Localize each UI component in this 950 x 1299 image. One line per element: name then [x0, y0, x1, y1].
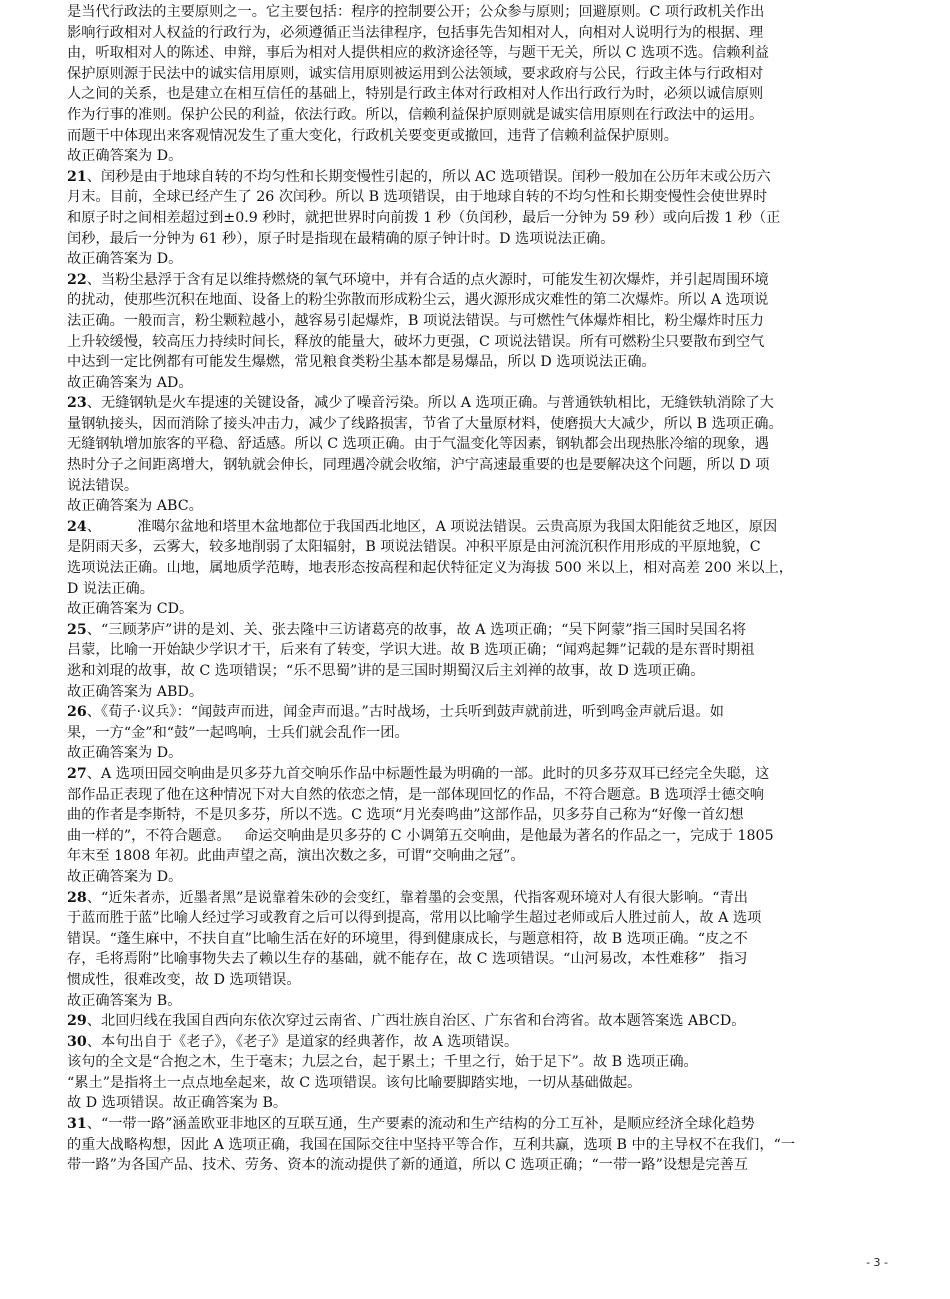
text-line: [67, 64, 885, 85]
text-line: [67, 908, 885, 929]
text-line: [67, 640, 885, 661]
line-text: 存，毛将焉附”比喻事物失去了赖以生存的基础，就不能存在，故 C 选项错误。“山河易改，本性难移” 指习: [67, 951, 748, 968]
line-text: 故正确答案为 ABC。: [67, 498, 203, 515]
question-line: [67, 620, 885, 641]
line-text: 人之间的关系，也是建立在相互信任的基础上，特别是行政主体对行政相对人作出行政行为时，必须以诚信原则: [67, 86, 764, 103]
text-line: [67, 537, 885, 558]
text-line: [67, 867, 885, 888]
line-text: 曲的作者是李斯特，不是贝多芬，所以不选。C 选项“月光奏鸣曲”这部作品，贝多芬自己称为“好像一首幻想: [67, 807, 744, 824]
line-text: 的重大战略构想，因此 A 选项正确，我国在国际交往中坚持平等合作，互利共赢，选项 B 中的主导权不在我们，“一: [67, 1136, 796, 1153]
line-text: 、当粉尘悬浮于含有足以维持燃烧的氧气环境中，并有合适的点火源时，可能发生初次爆炸，并引起周围环境: [86, 271, 769, 288]
text-line: [67, 229, 885, 250]
line-text: 、闰秒是由于地球自转的不均匀性和长期变慢性引起的，所以 AC 选项错误。闰秒一般加在公历年末或公历六: [86, 168, 771, 185]
line-text: 年末至 1808 年初。此曲声望之高，演出次数之多，可谓“交响曲之冠”。: [67, 848, 525, 865]
question-number: 31: [67, 1116, 87, 1133]
line-text: 带一路”为各国产品、技术、劳务、资本的流动提供了新的通道，所以 C 选项正确；“一带一路”设想是完善互: [67, 1157, 749, 1174]
text-line: [67, 332, 885, 353]
line-text: 是当代行政法的主要原则之一。它主要包括：程序的控制要公开；公众参与原则；回避原则。C 项行政机关作出: [67, 4, 765, 20]
text-line: [67, 579, 885, 600]
text-line: [67, 723, 885, 744]
line-text: 逖和刘琨的故事，故 C 选项错误；“乐不思蜀”讲的是三国时期蜀汉后主刘禅的故事，故 D 选项正确。: [67, 663, 705, 679]
line-text: 、无缝钢轨是火车提速的关键设备，减少了噪音污染。所以 A 选项正确。与普通铁轨相比，无缝铁轨消除了大: [86, 395, 774, 412]
text-line: [67, 84, 885, 105]
question-number: 27: [67, 765, 87, 782]
text-line: [67, 496, 885, 517]
question-line: [67, 1011, 885, 1032]
text-line: [67, 846, 885, 867]
text-line: [67, 991, 885, 1012]
line-text: 曲一样的”，不符合题意。 命运交响曲是贝多芬的 C 小调第五交响曲，是他最为著名的作品之一，完成于 1805: [67, 827, 774, 844]
text-line: [67, 2, 885, 23]
text-line: [67, 290, 885, 311]
text-line: [67, 414, 885, 435]
question-number: 28: [67, 889, 87, 906]
text-line: [67, 949, 885, 970]
text-line: [67, 805, 885, 826]
question-line: [67, 167, 885, 188]
text-line: [67, 105, 885, 126]
text-line: [67, 929, 885, 950]
line-text: 于蓝而胜于蓝”比喻人经过学习或教育之后可以得到提高，常用以比喻学生超过老师或后人胜过前人，故 A 选项: [67, 910, 762, 927]
question-number: 21: [67, 168, 87, 185]
line-text: 、 准噶尔盆地和塔里木盆地都位于我国西北地区，A 项说法错误。云贵高原为我国太阳能贫乏地区，原因: [86, 518, 778, 535]
text-line: [67, 23, 885, 44]
text-line: [67, 146, 885, 167]
text-line: [67, 743, 885, 764]
line-text: 该句的全文是“合抱之木，生于毫末；九层之台，起于累土；千里之行，始于足下”。故 B 选项正确。: [67, 1054, 698, 1071]
text-line: [67, 558, 885, 579]
line-text: 闰秒，最后一分钟为 61 秒），原子时是指现在最精确的原子钟计时。D 选项说法正确。: [67, 230, 615, 247]
line-text: 影响行政相对人权益的行政行为，必须遵循正当法律程序，包括事先告知相对人，向相对人说明行为的根据、理: [67, 24, 764, 41]
question-number: 30: [67, 1033, 87, 1050]
text-line: [67, 311, 885, 332]
question-line: [67, 270, 885, 291]
text-line: [67, 249, 885, 270]
line-text: 由，听取相对人的陈述、申辩，事后为相对人提供相应的救济途径等，与题干无关，所以 C 选项不选。信赖利益: [67, 45, 769, 62]
question-line: [67, 1032, 885, 1053]
question-number: 23: [67, 395, 87, 412]
line-text: 月末。目前，全球已经产生了 26 次闰秒。所以 B 选项错误，由于地球自转的不均匀性和长期变慢性会使世界时: [67, 189, 768, 206]
text-line: [67, 1135, 885, 1156]
question-number: 22: [67, 271, 87, 288]
line-text: 而题干中体现出来客观情况发生了重大变化，行政机关要变更或撤回，违背了信赖利益保护原则。: [67, 127, 678, 144]
line-text: 上升较缓慢，较高压力持续时间长，释放的能量大，破坏力更强，C 项说法错误。所有可燃粉尘只要散布到空气: [67, 333, 765, 350]
line-text: 惯成性，很难改变，故 D 选项错误。: [67, 971, 301, 988]
line-text: 保护原则源于民法中的诚实信用原则，诚实信用原则被运用到公法领域，要求政府与公民，行政主体与行政相对: [67, 65, 764, 82]
document-body: [67, 2, 885, 1176]
line-text: “累土”是指将土一点点地垒起来，故 C 选项错误。该句比喻要脚踏实地，一切从基础做起。: [67, 1074, 642, 1091]
line-text: 故 D 选项错误。故正确答案为 B。: [67, 1095, 288, 1112]
line-text: 和原子时之间相差超过到±0.9 秒时，就把世界时向前拨 1 秒（负闰秒，最后一分钟为 59 秒）或向后拨 1 秒（正: [67, 209, 781, 226]
line-text: 故正确答案为 CD。: [67, 601, 194, 618]
text-line: [67, 1052, 885, 1073]
line-text: 中达到一定比例都有可能发生爆燃，常见粮食类粉尘基本都是易爆品，所以 D 选项说法正确。: [67, 354, 656, 371]
text-line: [67, 1093, 885, 1114]
question-line: [67, 393, 885, 414]
text-line: [67, 373, 885, 394]
question-line: [67, 888, 885, 909]
line-text: 选项说法正确。山地，属地质学范畴，地表形态按高程和起伏特征定义为海拔 500 米以上，相对高差 200 米以上，: [67, 560, 793, 577]
line-text: 部作品正表现了他在这种情况下对大自然的依恋之情，是一部体现回忆的作品，不符合题意。B 选项浮士德交响: [67, 786, 764, 803]
text-line: [67, 43, 885, 64]
line-text: 法正确。一般而言，粉尘颗粒越小，越容易引起爆炸，B 项说法错误。与可燃性气体爆炸相比，粉尘爆炸时压力: [67, 312, 764, 329]
text-line: [67, 1073, 885, 1094]
line-text: 故正确答案为 D。: [67, 745, 183, 762]
line-text: 故正确答案为 D。: [67, 868, 183, 885]
question-number: 29: [67, 1013, 87, 1030]
line-text: 故正确答案为 ABD。: [67, 683, 204, 700]
text-line: [67, 476, 885, 497]
line-text: 、“三顾茅庐”讲的是刘、关、张去隆中三访诸葛亮的故事，故 A 选项正确；“吴下阿蒙”指三国时吴国名将: [86, 621, 747, 638]
question-number: 26: [67, 704, 87, 721]
question-line: [67, 702, 885, 723]
line-text: 吕蒙，比喻一开始缺少学识才干，后来有了转变，学识大进。故 B 选项正确；“闻鸡起舞”记载的是东晋时期祖: [67, 642, 755, 659]
text-line: [67, 682, 885, 703]
line-text: 故正确答案为 D。: [67, 148, 183, 165]
text-line: [67, 434, 885, 455]
line-text: 错误。“蓬生麻中，不扶自直”比喻生活在好的环境里，得到健康成长，与题意相符，故 B 选项正确。“皮之不: [67, 930, 748, 947]
text-line: [67, 126, 885, 147]
question-number: 24: [67, 518, 87, 535]
line-text: 的扰动，使那些沉积在地面、设备上的粉尘弥散而形成粉尘云，遇火源形成灾难性的第二次爆炸。所以 A 选项说: [67, 292, 769, 309]
line-text: 故正确答案为 D。: [67, 251, 183, 268]
text-line: [67, 661, 885, 682]
line-text: 无缝钢轨增加旅客的平稳、舒适感。所以 C 选项正确。由于气温变化等因素，钢轨都会出现热胀冷缩的现象，遇: [67, 436, 769, 453]
line-text: 果，一方“金”和“鼓”一起鸣响，士兵们就会乱作一团。: [67, 724, 409, 741]
line-text: 量钢轨接头，因而消除了接头冲击力，减少了线路损害，节省了大量原材料，使磨损大大减少，所以 B 选项正确。: [67, 415, 783, 432]
text-line: [67, 208, 885, 229]
text-line: [67, 970, 885, 991]
question-line: [67, 517, 885, 538]
text-line: [67, 785, 885, 806]
text-line: [67, 599, 885, 620]
text-line: [67, 187, 885, 208]
text-line: [67, 1155, 885, 1176]
line-text: 故正确答案为 B。: [67, 992, 182, 1009]
text-line: [67, 352, 885, 373]
line-text: 、A 选项田园交响曲是贝多芬九首交响乐作品中标题性最为明确的一部。此时的贝多芬双耳已经完全失聪，这: [86, 765, 770, 782]
text-line: [67, 455, 885, 476]
line-text: 、“一带一路”涵盖欧亚非地区的互联互通，生产要素的流动和生产结构的分工互补，是顺应经济全球化趋势: [86, 1116, 755, 1133]
page-number: - 3 -: [866, 1256, 888, 1269]
line-text: 说法错误。: [67, 477, 139, 494]
question-line: [67, 764, 885, 785]
line-text: 、《荀子·议兵》：“闻鼓声而进，闻金声而退。”古时战场，士兵听到鼓声就前进，听到鸣金声就后退。如: [86, 704, 724, 721]
line-text: 热时分子之间距离增大，钢轨就会伸长，同理遇冷就会收缩，沪宁高速最重要的也是要解决这个问题，所以 D 项: [67, 457, 770, 474]
question-line: [67, 1114, 885, 1135]
line-text: D 说法正确。: [67, 580, 154, 597]
line-text: 、“近朱者赤，近墨者黑”是说靠着朱砂的会变红，靠着墨的会变黑，代指客观环境对人有很大影响。“青出: [86, 889, 748, 906]
line-text: 是阴雨天多，云雾大，较多地削弱了太阳辐射，B 项说法错误。冲积平原是由河流沉积作用形成的平原地貌，C: [67, 539, 761, 556]
question-number: 25: [67, 621, 87, 638]
text-line: [67, 826, 885, 847]
line-text: 作为行事的准则。保护公民的利益，依法行政。所以，信赖利益保护原则就是诚实信用原则在行政法中的运用。: [67, 106, 764, 123]
line-text: 、本句出自于《老子》，《老子》是道家的经典著作，故 A 选项错误。: [86, 1033, 519, 1050]
line-text: 、北回归线在我国自西向东依次穿过云南省、广西壮族自治区、广东省和台湾省。故本题答案选 ABCD。: [86, 1013, 746, 1030]
line-text: 故正确答案为 AD。: [67, 374, 193, 391]
